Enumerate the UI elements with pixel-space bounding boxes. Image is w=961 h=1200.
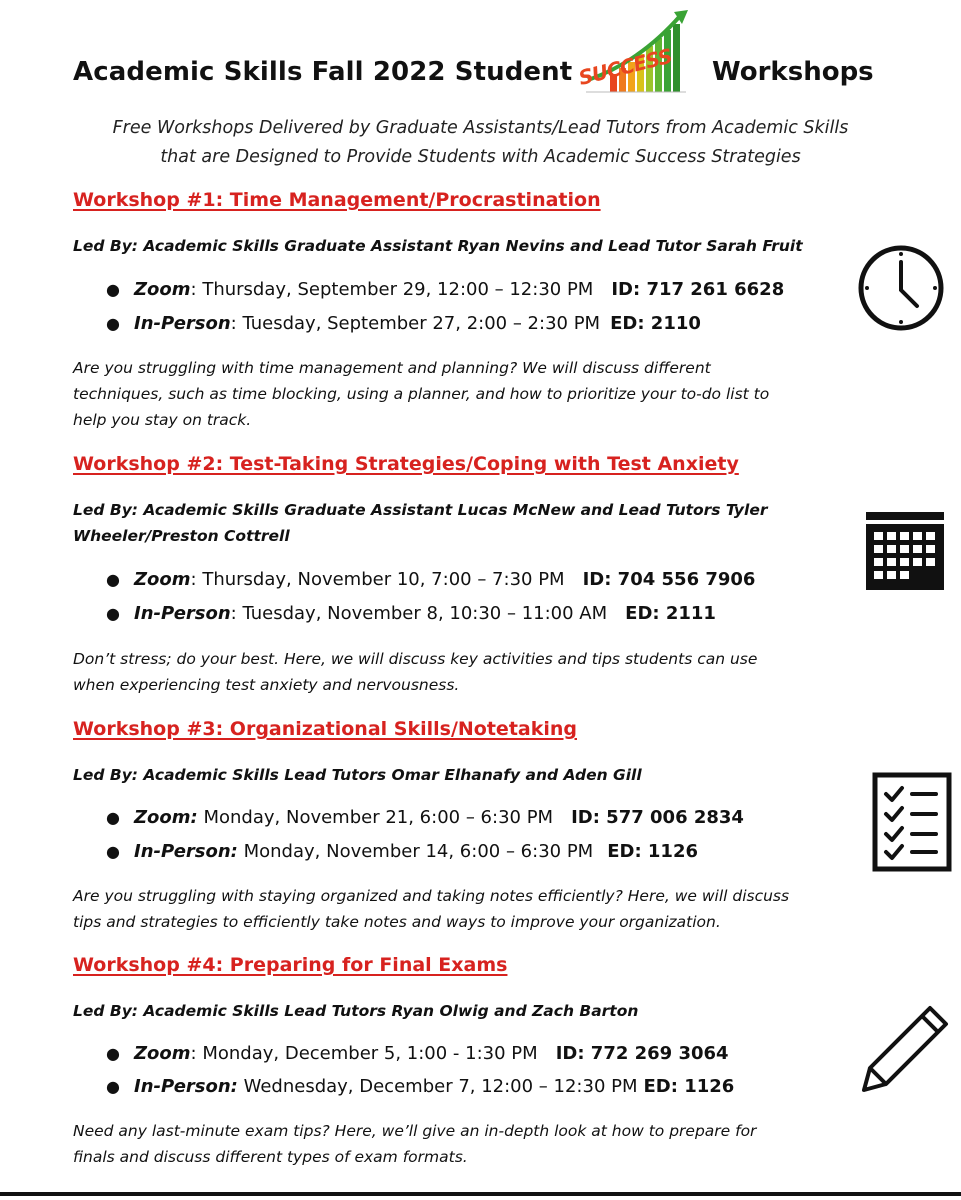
- description-line: tips and strategies to efficiently take notes and ways to improve your organization.: [73, 913, 721, 931]
- zoom-label: Zoom:: [134, 807, 198, 828]
- subtitle-line: Free Workshops Delivered by Graduate Assistants/Lead Tutors from Academic Skills: [112, 118, 849, 138]
- room: ED: 2111: [625, 603, 716, 624]
- inperson-time: : Tuesday, September 27, 2:00 – 2:30 PM: [230, 313, 601, 334]
- description-line: Are you struggling with time management and planning? We will discuss different: [73, 359, 711, 377]
- pencil-icon: [860, 1002, 952, 1094]
- inperson-time: : Tuesday, November 8, 10:30 – 11:00 AM: [230, 603, 608, 624]
- zoom-time: : Thursday, September 29, 12:00 – 12:30 PM: [190, 279, 594, 300]
- workshop-2-led-by: [73, 497, 833, 549]
- description-line: Don’t stress; do your best. Here, we will discuss key activities and tips students can use: [73, 650, 758, 668]
- workshop-4-led-by: Led By: Academic Skills Lead Tutors Ryan Olwig and Zach Barton: [73, 1002, 639, 1020]
- workshop-4-description: [73, 1118, 893, 1170]
- workshop-3-led-by: Led By: Academic Skills Lead Tutors Omar Elhanafy and Aden Gill: [73, 766, 642, 784]
- inperson-label: In-Person:: [134, 841, 238, 862]
- zoom-id: ID: 717 261 6628: [611, 279, 785, 300]
- inperson-time: Wednesday, December 7, 12:00 – 12:30 PM: [237, 1076, 638, 1097]
- zoom-id: ID: 704 556 7906: [582, 569, 756, 590]
- checklist-icon: [872, 772, 952, 872]
- workshop-2-inperson-line: [106, 602, 716, 626]
- workshop-3-inperson-line: [106, 840, 698, 864]
- workshop-2-description: [73, 646, 893, 698]
- inperson-time: Monday, November 14, 6:00 – 6:30 PM: [237, 841, 594, 862]
- room: ED: 2110: [610, 313, 701, 334]
- workshop-4-inperson-line: [106, 1075, 734, 1099]
- description-line: help you stay on track.: [73, 411, 252, 429]
- workshop-1-description: [73, 355, 893, 433]
- bottom-rule: [0, 1192, 961, 1196]
- clock-icon: [857, 244, 945, 332]
- description-line: Are you struggling with staying organized and taking notes efficiently? Here, we will discuss: [73, 887, 790, 905]
- bullet: ●: [106, 570, 120, 589]
- led-by-line: Led By: Academic Skills Graduate Assistant Lucas McNew and Lead Tutors Tyler: [73, 501, 768, 519]
- bullet: ●: [106, 1044, 120, 1063]
- workshop-1-led-by: Led By: Academic Skills Graduate Assistant Ryan Nevins and Lead Tutor Sarah Fruit: [73, 237, 803, 255]
- workshop-4-zoom-line: [106, 1042, 729, 1066]
- zoom-time: Monday, November 21, 6:00 – 6:30 PM: [197, 807, 554, 828]
- led-by-line: Wheeler/Preston Cottrell: [73, 527, 290, 545]
- zoom-time: : Thursday, November 10, 7:00 – 7:30 PM: [190, 569, 565, 590]
- page-title-left: Academic Skills Fall 2022 Student: [73, 57, 573, 87]
- workshop-3-description: [73, 883, 893, 935]
- zoom-label: Zoom: [134, 1043, 191, 1064]
- zoom-id: ID: 772 269 3064: [555, 1043, 729, 1064]
- workshop-3-zoom-line: [106, 806, 744, 830]
- zoom-label: Zoom: [134, 569, 191, 590]
- subtitle-line: that are Designed to Provide Students with Academic Success Strategies: [160, 147, 801, 167]
- zoom-time: : Monday, December 5, 1:00 - 1:30 PM: [190, 1043, 538, 1064]
- workshop-1-zoom-line: [106, 278, 784, 302]
- room: ED: 1126: [643, 1076, 735, 1097]
- bullet: ●: [106, 280, 120, 299]
- inperson-label: In-Person:: [134, 1076, 238, 1097]
- description-line: techniques, such as time blocking, using a planner, and how to prioritize your to-do list to: [73, 385, 770, 403]
- description-line: when experiencing test anxiety and nervousness.: [73, 676, 460, 694]
- page-title-right: Workshops: [712, 57, 874, 87]
- zoom-label: Zoom: [134, 279, 191, 300]
- workshop-1-heading: Workshop #1: Time Management/Procrastination: [73, 189, 601, 211]
- bullet: ●: [106, 842, 120, 861]
- calendar-icon: [864, 510, 946, 592]
- description-line: Need any last-minute exam tips? Here, we’ll give an in-depth look at how to prepare for: [73, 1122, 757, 1140]
- description-line: finals and discuss different types of exam formats.: [73, 1148, 468, 1166]
- zoom-id: ID: 577 006 2834: [571, 807, 744, 828]
- bullet: ●: [106, 1077, 120, 1096]
- workshop-1-inperson-line: [106, 312, 701, 336]
- logo-word: SUCCESS: [576, 43, 674, 90]
- workshop-4-heading: Workshop #4: Preparing for Final Exams: [73, 954, 508, 976]
- bullet: ●: [106, 314, 120, 333]
- workshop-2-heading: Workshop #2: Test-Taking Strategies/Coping with Test Anxiety: [73, 453, 739, 475]
- inperson-label: In-Person: [134, 603, 231, 624]
- subtitle: [40, 114, 921, 172]
- workshop-2-zoom-line: [106, 568, 755, 592]
- workshop-3-heading: Workshop #3: Organizational Skills/Notetaking: [73, 718, 577, 740]
- bullet: ●: [106, 808, 120, 827]
- room: ED: 1126: [607, 841, 699, 862]
- success-logo: [576, 8, 692, 100]
- bullet: ●: [106, 604, 120, 623]
- inperson-label: In-Person: [134, 313, 231, 334]
- title-row: [0, 0, 961, 110]
